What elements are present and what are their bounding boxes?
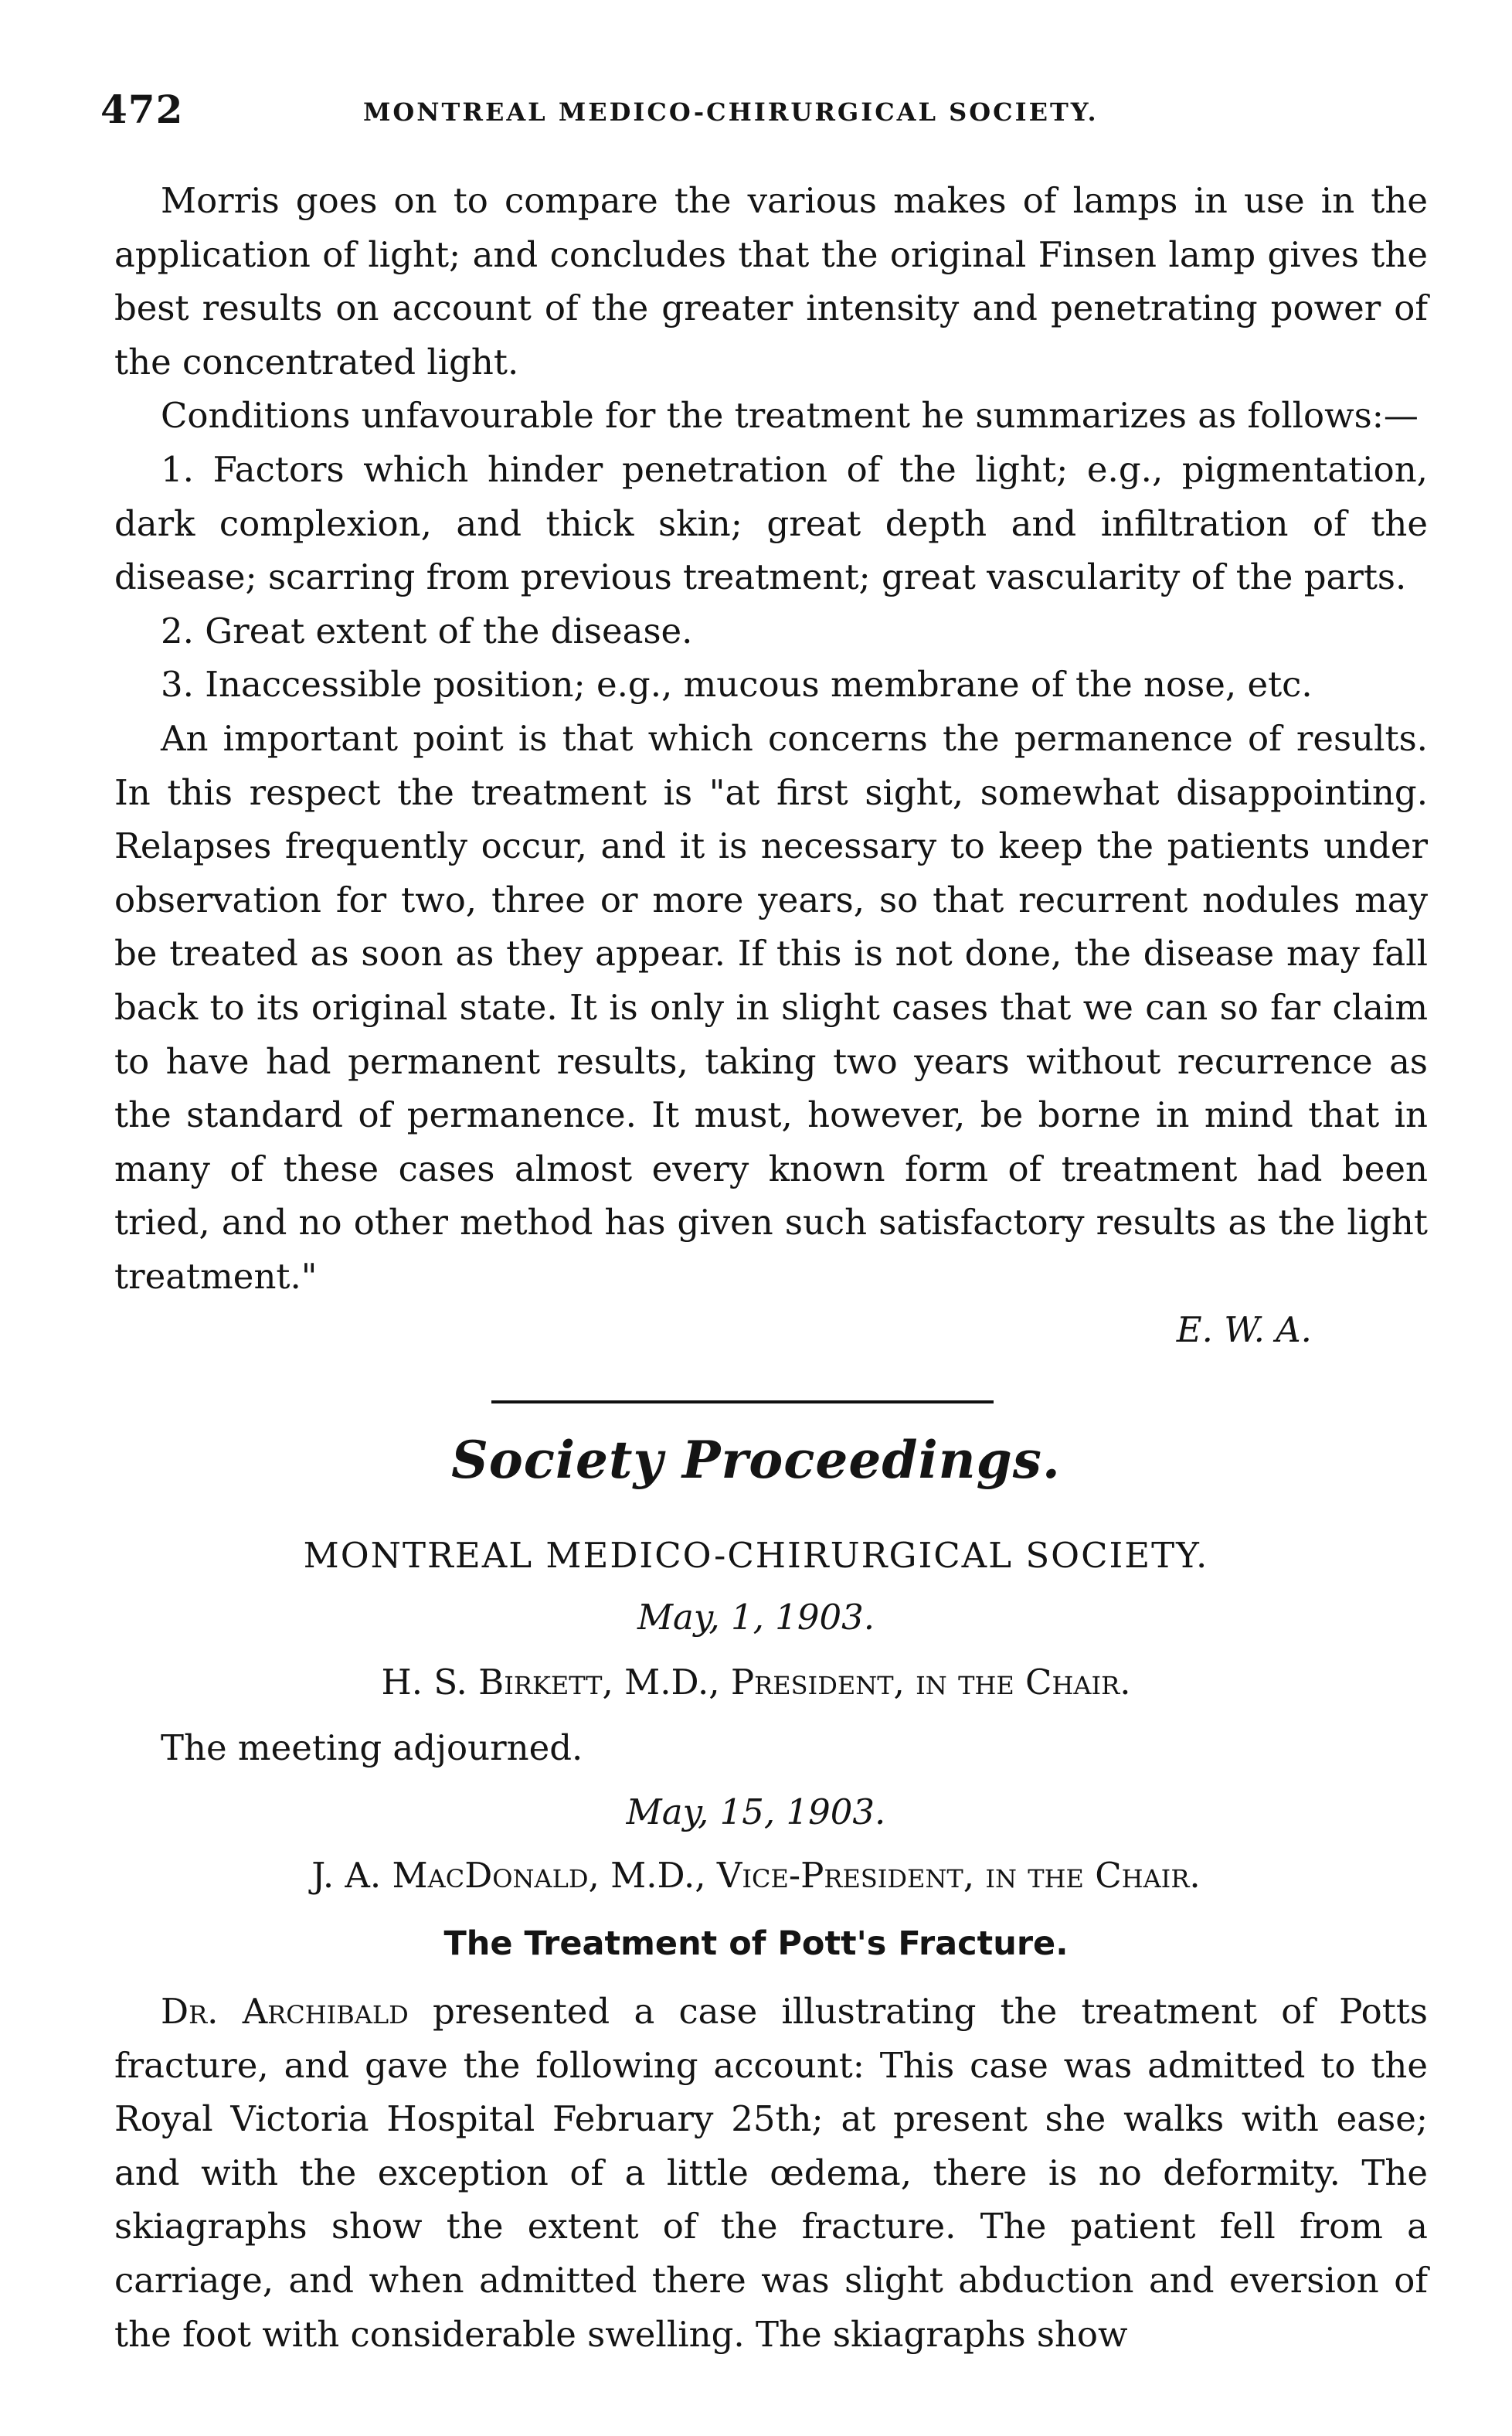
meeting-chair-1: H. S. Birkett, M.D., President, in the Chair. [381,1662,1131,1703]
meeting-date-1: May, 1, 1903. [637,1597,875,1638]
paragraph-lamps: Morris goes on to compare the various makes of lamps in use in the application of light; and concludes that the original Finsen lamp gives the best results on account of the greater intensity and penetrating power of the concentrated light. [114,180,1428,383]
author-initials: E. W. A. [1176,1309,1312,1351]
case-text: presented a case illustrating the treatment of Potts fracture, and gave the following account: This case was admitted to the Royal Victoria Hospital February 25th; at present she walks with ease; and with the exception of a little œdema, there is no deformity. The skiagraphs show the extent of the fracture. The patient fell from a carriage, and when admitted there was slight abduction and eversion of the foot with considerable swelling. The skiagraphs show [114,1991,1428,2355]
meeting-adjourned: The meeting adjourned. [161,1727,583,1768]
society-name: MONTREAL MEDICO-CHIRURGICAL SOCIETY. [303,1535,1209,1576]
case-paragraph [114,1985,1428,2361]
paragraph-permanence: An important point is that which concerns the permanence of results. In this respect the treatment is "at first sight, somewhat disappointing. Relapses frequently occur, and it is necessary to keep the patients under observation for two, three or more years, so that recurrent nodules may be treated as soon as they appear. If this is not done, the disease may fall back to its original state. It is only in slight cases that we can so far claim to have had permanent results, taking two years without recurrence as the standard of permanence. It must, however, be borne in mind that in many of these cases almost every known form of treatment had been tried, and no other method has given such satisfactory results as the light treatment." [114,717,1428,1297]
list-item-extent: 2. Great extent of the disease. [161,610,693,652]
running-head: MONTREAL MEDICO-CHIRURGICAL SOCIETY. [363,97,1099,127]
speaker-name: Dr. Archibald [161,1991,409,2032]
list-item-position: 3. Inaccessible position; e.g., mucous membrane of the nose, etc. [161,664,1313,706]
page-number: 472 [100,87,184,132]
paper-title: The Treatment of Pott's Fracture. [443,1924,1069,1963]
article-continuation [114,174,1428,1357]
paragraph-conditions: Conditions unfavourable for the treatment he summarizes as follows:— [161,395,1419,437]
meeting-date-2: May, 15, 1903. [626,1791,886,1832]
page-header [100,87,1429,141]
case-report [114,1985,1428,2361]
list-item-factors: 1. Factors which hinder penetration of the light; e.g., pigmentation, dark complexion, and thick skin; great depth and infiltration of the disease; scarring from previous treatment; great vascularity of the parts. [114,448,1428,598]
section-divider [491,1400,994,1403]
section-title: Society Proceedings. [451,1430,1061,1490]
meeting-chair-2: J. A. MacDonald, M.D., Vice-President, in the Chair. [311,1855,1201,1896]
